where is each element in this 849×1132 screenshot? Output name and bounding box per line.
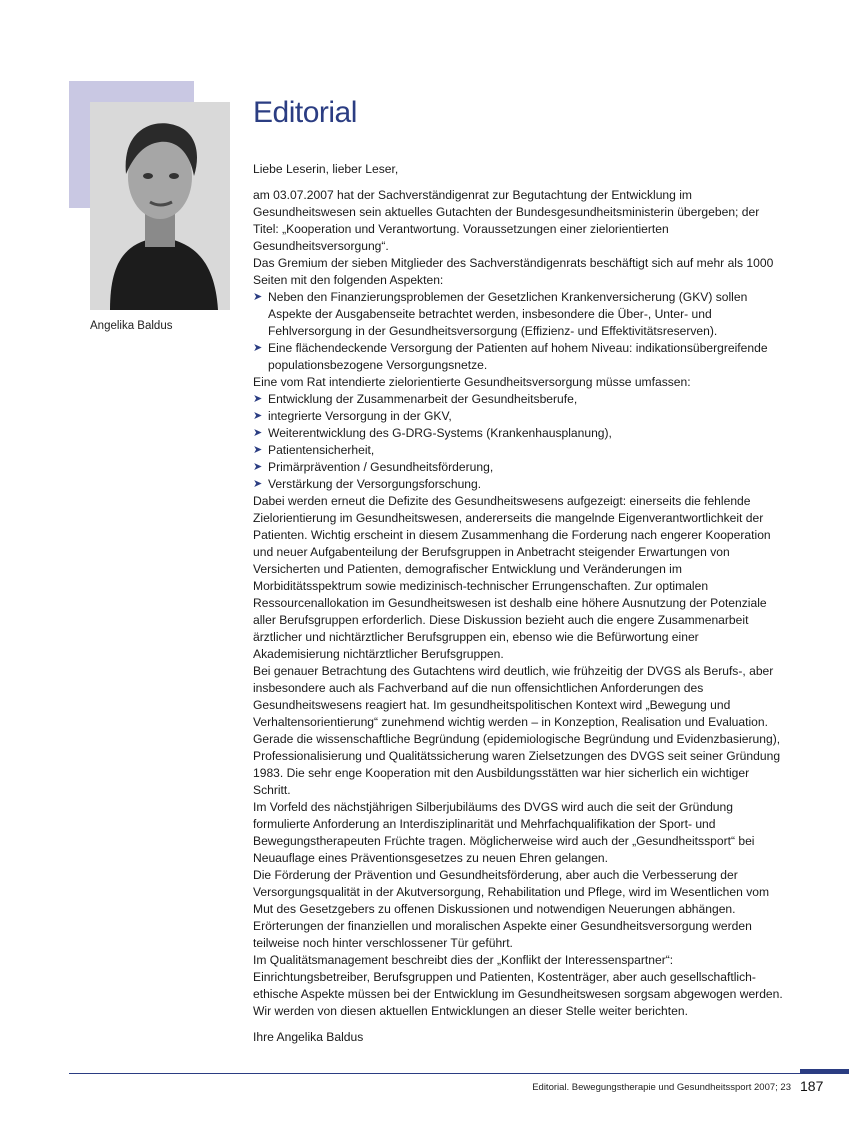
page-title: Editorial [253, 96, 357, 129]
footer-accent-bar [800, 1069, 849, 1074]
article-body [253, 187, 783, 1020]
paragraph: Die Förderung der Prävention und Gesundheitsförderung, aber auch die Verbesserung der Versorgungsqualität in der Akutversorgung, Rehabilitation und Pflege, wird im Wesentlichen vom Mut des Gesetzgebers zu offenen Diskussionen und notwendigen Neuerungen abhängen. Erörterungen der finanziellen und moralischen Aspekte einer Gesundheitsversorgung werden teilweise noch hinter verschlossener Tür geführt. [253, 868, 770, 950]
list-item: ➤ Patientensicherheit, [253, 443, 375, 457]
arrow-bullet-icon: ➤ [253, 342, 263, 354]
paragraph: am 03.07.2007 hat der Sachverständigenrat zur Begutachtung der Entwicklung im Gesundheitswesen sein aktuelles Gutachten der Bundesgesundheitsministerin übergeben; der Titel: „Kooperation und Verantwortung. Voraussetzungen einer zielorientierten Gesundheitsversorgung“. [253, 188, 760, 253]
page-number: 187 [800, 1078, 824, 1094]
greeting: Liebe Leserin, lieber Leser, [253, 162, 399, 176]
photo-caption: Angelika Baldus [90, 320, 173, 332]
list-item: ➤ Eine flächendeckende Versorgung der Patienten auf hohem Niveau: indikationsübergreifende populationsbezogene Versorgungsnetze. [253, 341, 768, 372]
paragraph: Eine vom Rat intendierte zielorientierte Gesundheitsversorgung müsse umfassen: [253, 375, 691, 389]
list-item: ➤ Entwicklung der Zusammenarbeit der Gesundheitsberufe, [253, 392, 578, 406]
signature: Ihre Angelika Baldus [253, 1030, 364, 1044]
arrow-bullet-icon: ➤ [253, 461, 263, 473]
list-item: ➤ Weiterentwicklung des G-DRG-Systems (Krankenhausplanung), [253, 426, 612, 440]
paragraph: Das Gremium der sieben Mitglieder des Sachverständigenrats beschäftigt sich auf mehr als 1000 Seiten mit den folgenden Aspekten: [253, 256, 774, 287]
footer-rule [69, 1073, 849, 1074]
arrow-bullet-icon: ➤ [253, 427, 263, 439]
arrow-bullet-icon: ➤ [253, 410, 263, 422]
paragraph: Dabei werden erneut die Defizite des Gesundheitswesens aufgezeigt: einerseits die fehlende Zielorientierung im Gesundheitswesen, andererseits die mangelnde Eigenverantwortlichkeit der Patienten. Wichtig erscheint in diesem Zusammenhang die Forderung nach engerer Kooperation und neuer Aufgabenteilung der Berufsgruppen in Anbetracht steigender Erwartungen von Versicherten und Patienten, demografischer Entwicklung und Veränderungen im Morbiditätsspektrum sowie medizinisch-technischer Errungenschaften. Zur optimalen Ressourcenallokation im Gesundheitswesen ist deshalb eine höhere Ausnutzung der Potenziale aller Berufsgruppen erforderlich. Diese Diskussion bezieht auch die engere Zusammenarbeit ärztlicher und nichtärztlicher Berufsgruppen ein, ebenso wie die Befürwortung einer Akademisierung nichtärztlicher Berufsgruppen. [253, 494, 771, 661]
list-item: ➤ integrierte Versorgung in der GKV, [253, 409, 452, 423]
arrow-bullet-icon: ➤ [253, 478, 263, 490]
paragraph: Wir werden von diesen aktuellen Entwicklungen an dieser Stelle weiter berichten. [253, 1004, 688, 1018]
list-item: ➤ Verstärkung der Versorgungsforschung. [253, 477, 482, 491]
arrow-bullet-icon: ➤ [253, 393, 263, 405]
list-item: ➤ Neben den Finanzierungsproblemen der Gesetzlichen Krankenversicherung (GKV) sollen Aspekte der Ausgabenseite betrachtet werden, insbesondere die Über-, Unter- und Fehlversorgung in der Gesundheitsversorgung (Effizienz- und Effektivitätsreserven). [253, 290, 748, 338]
paragraph: Im Qualitätsmanagement beschreibt dies der „Konflikt der Interessenspartner“: Einrichtungsbetreiber, Berufsgruppen und Patienten, Kostenträger, aber auch gesellschaftlich-ethische Aspekte müssen bei der Entwicklung im Gesundheitswesen sorgsam abgewogen werden. [253, 953, 783, 1001]
requirements-list [253, 391, 783, 493]
footer-citation: Editorial. Bewegungstherapie und Gesundheitssport 2007; 23 [532, 1082, 791, 1093]
aspects-list [253, 289, 783, 374]
paragraph: Im Vorfeld des nächstjährigen Silberjubiläums des DVGS wird auch die seit der Gründung formulierte Anforderung an Interdisziplinarität und Mehrfachqualifikation der Sport- und Bewegungstherapeuten Früchte tragen. Möglicherweise wird auch der „Gesundheitssport“ bei Neuauflage eines Präventionsgesetzes zu neuen Ehren gelangen. [253, 800, 755, 865]
list-item: ➤ Primärprävention / Gesundheitsförderung, [253, 460, 494, 474]
author-photo [90, 102, 230, 310]
paragraph: Bei genauer Betrachtung des Gutachtens wird deutlich, wie frühzeitig der DVGS als Berufs-, aber insbesondere auch als Fachverband auf die nun offensichtlichen Anforderungen des Gesundheitswesens reagiert hat. Im gesundheitspolitischen Kontext wird „Bewegung und Verhaltensorientierung“ zunehmend wichtig werden – in Konzeption, Realisation und Evaluation. Gerade die wissenschaftliche Begründung (epidemiologische Begründung und Evidenzbasierung), Professionalisierung und Qualitätssicherung waren Zielsetzungen des DVGS seit seiner Gründung 1983. Die sehr enge Kooperation mit den Ausbildungsstätten war hier sicherlich ein wichtiger Schritt. [253, 664, 781, 797]
editorial-content [253, 93, 783, 1046]
arrow-bullet-icon: ➤ [253, 444, 263, 456]
arrow-bullet-icon: ➤ [253, 291, 263, 303]
